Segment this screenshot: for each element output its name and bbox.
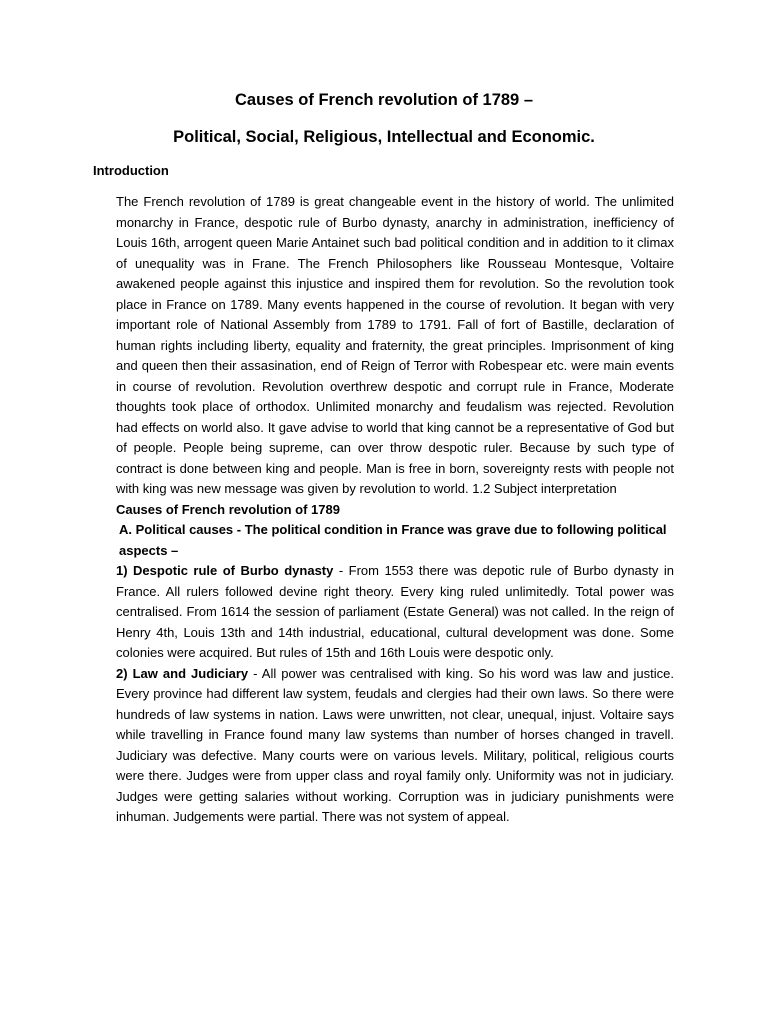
point-2-paragraph <box>116 664 674 828</box>
document-title: Causes of French revolution of 1789 – <box>235 91 533 109</box>
causes-heading: Causes of French revolution of 1789 <box>116 501 340 517</box>
introduction-paragraph: The French revolution of 1789 is great changeable event in the history of world. The unlimited monarchy in France, despotic rule of Burbo dynasty, anarchy in administration, inefficiency of Louis 16th, arrogent queen Marie Antainet such bad political condition and in addition to it climax of unequality was in Frane. The French Philosophers like Rousseau Montesque, Voltaire awakened people against this injustice and inspired them for revolution. So the revolution took place in France on 1789. Many events happened in the course of revolution. It began with very important role of National Assembly from 1789 to 1791. Fall of fort of Bastille, declaration of human rights including liberty, equality and fraternity, the great principles. Imprisonment of king and queen then their assasination, end of Reign of Terror with Robespear etc. were main events in course of revolution. Revolution overthrew despotic and corrupt rule in France, Moderate thoughts took place of orthodox. Unlimited monarchy and feudalism was rejected. Revolution had effects on world also. It gave advise to world that king cannot be a representative of God but of people. People being supreme, can over throw despotic ruler. Because by such type of contract is done between king and people. Man is free in born, sovereignty rests with people not with king was new message was given by revolution to world. 1.2 Subject interpretation <box>116 194 674 496</box>
political-causes-heading: A. Political causes - The political condition in France was grave due to following political aspects – <box>119 522 667 558</box>
point-2-title: 2) Law and Judiciary <box>116 665 249 681</box>
document-subtitle: Political, Social, Religious, Intellectual and Economic. <box>173 128 595 146</box>
point-1-text: - From 1553 there was depotic rule of Burbo dynasty in France. All rulers followed devine right theory. Every king ruled unlimitedly. Total power was centralised. From 1614 the session of parliament (Estate General) was not called. In the reign of Henry 4th, Louis 13th and 14th industrial, educational, cultural development was done. Some colonies were acquired. But rules of 15th and 16th Louis were despotic only. <box>116 563 674 660</box>
point-1-title: 1) Despotic rule of Burbo dynasty <box>116 563 334 578</box>
point-2-text: - All power was centralised with king. So his word was law and justice. Every province had different law system, feudals and clergies had their own laws. So there were hundreds of law systems in nation. Laws were unwritten, not clear, unequal, injust. Voltaire says while travelling in France found many law systems than number of horses changed in travell. Judiciary was defective. Many courts were on various levels. Military, political, religious courts were there. Judges were from upper class and royal family only. Uniformity was not in judiciary. Judges were getting salaries without working. Corruption was in judiciary punishments were inhuman. Judgements were partial. There was not system of appeal. <box>116 665 674 824</box>
document-body <box>116 192 674 828</box>
introduction-heading: Introduction <box>93 163 169 178</box>
point-1-paragraph <box>116 561 674 664</box>
